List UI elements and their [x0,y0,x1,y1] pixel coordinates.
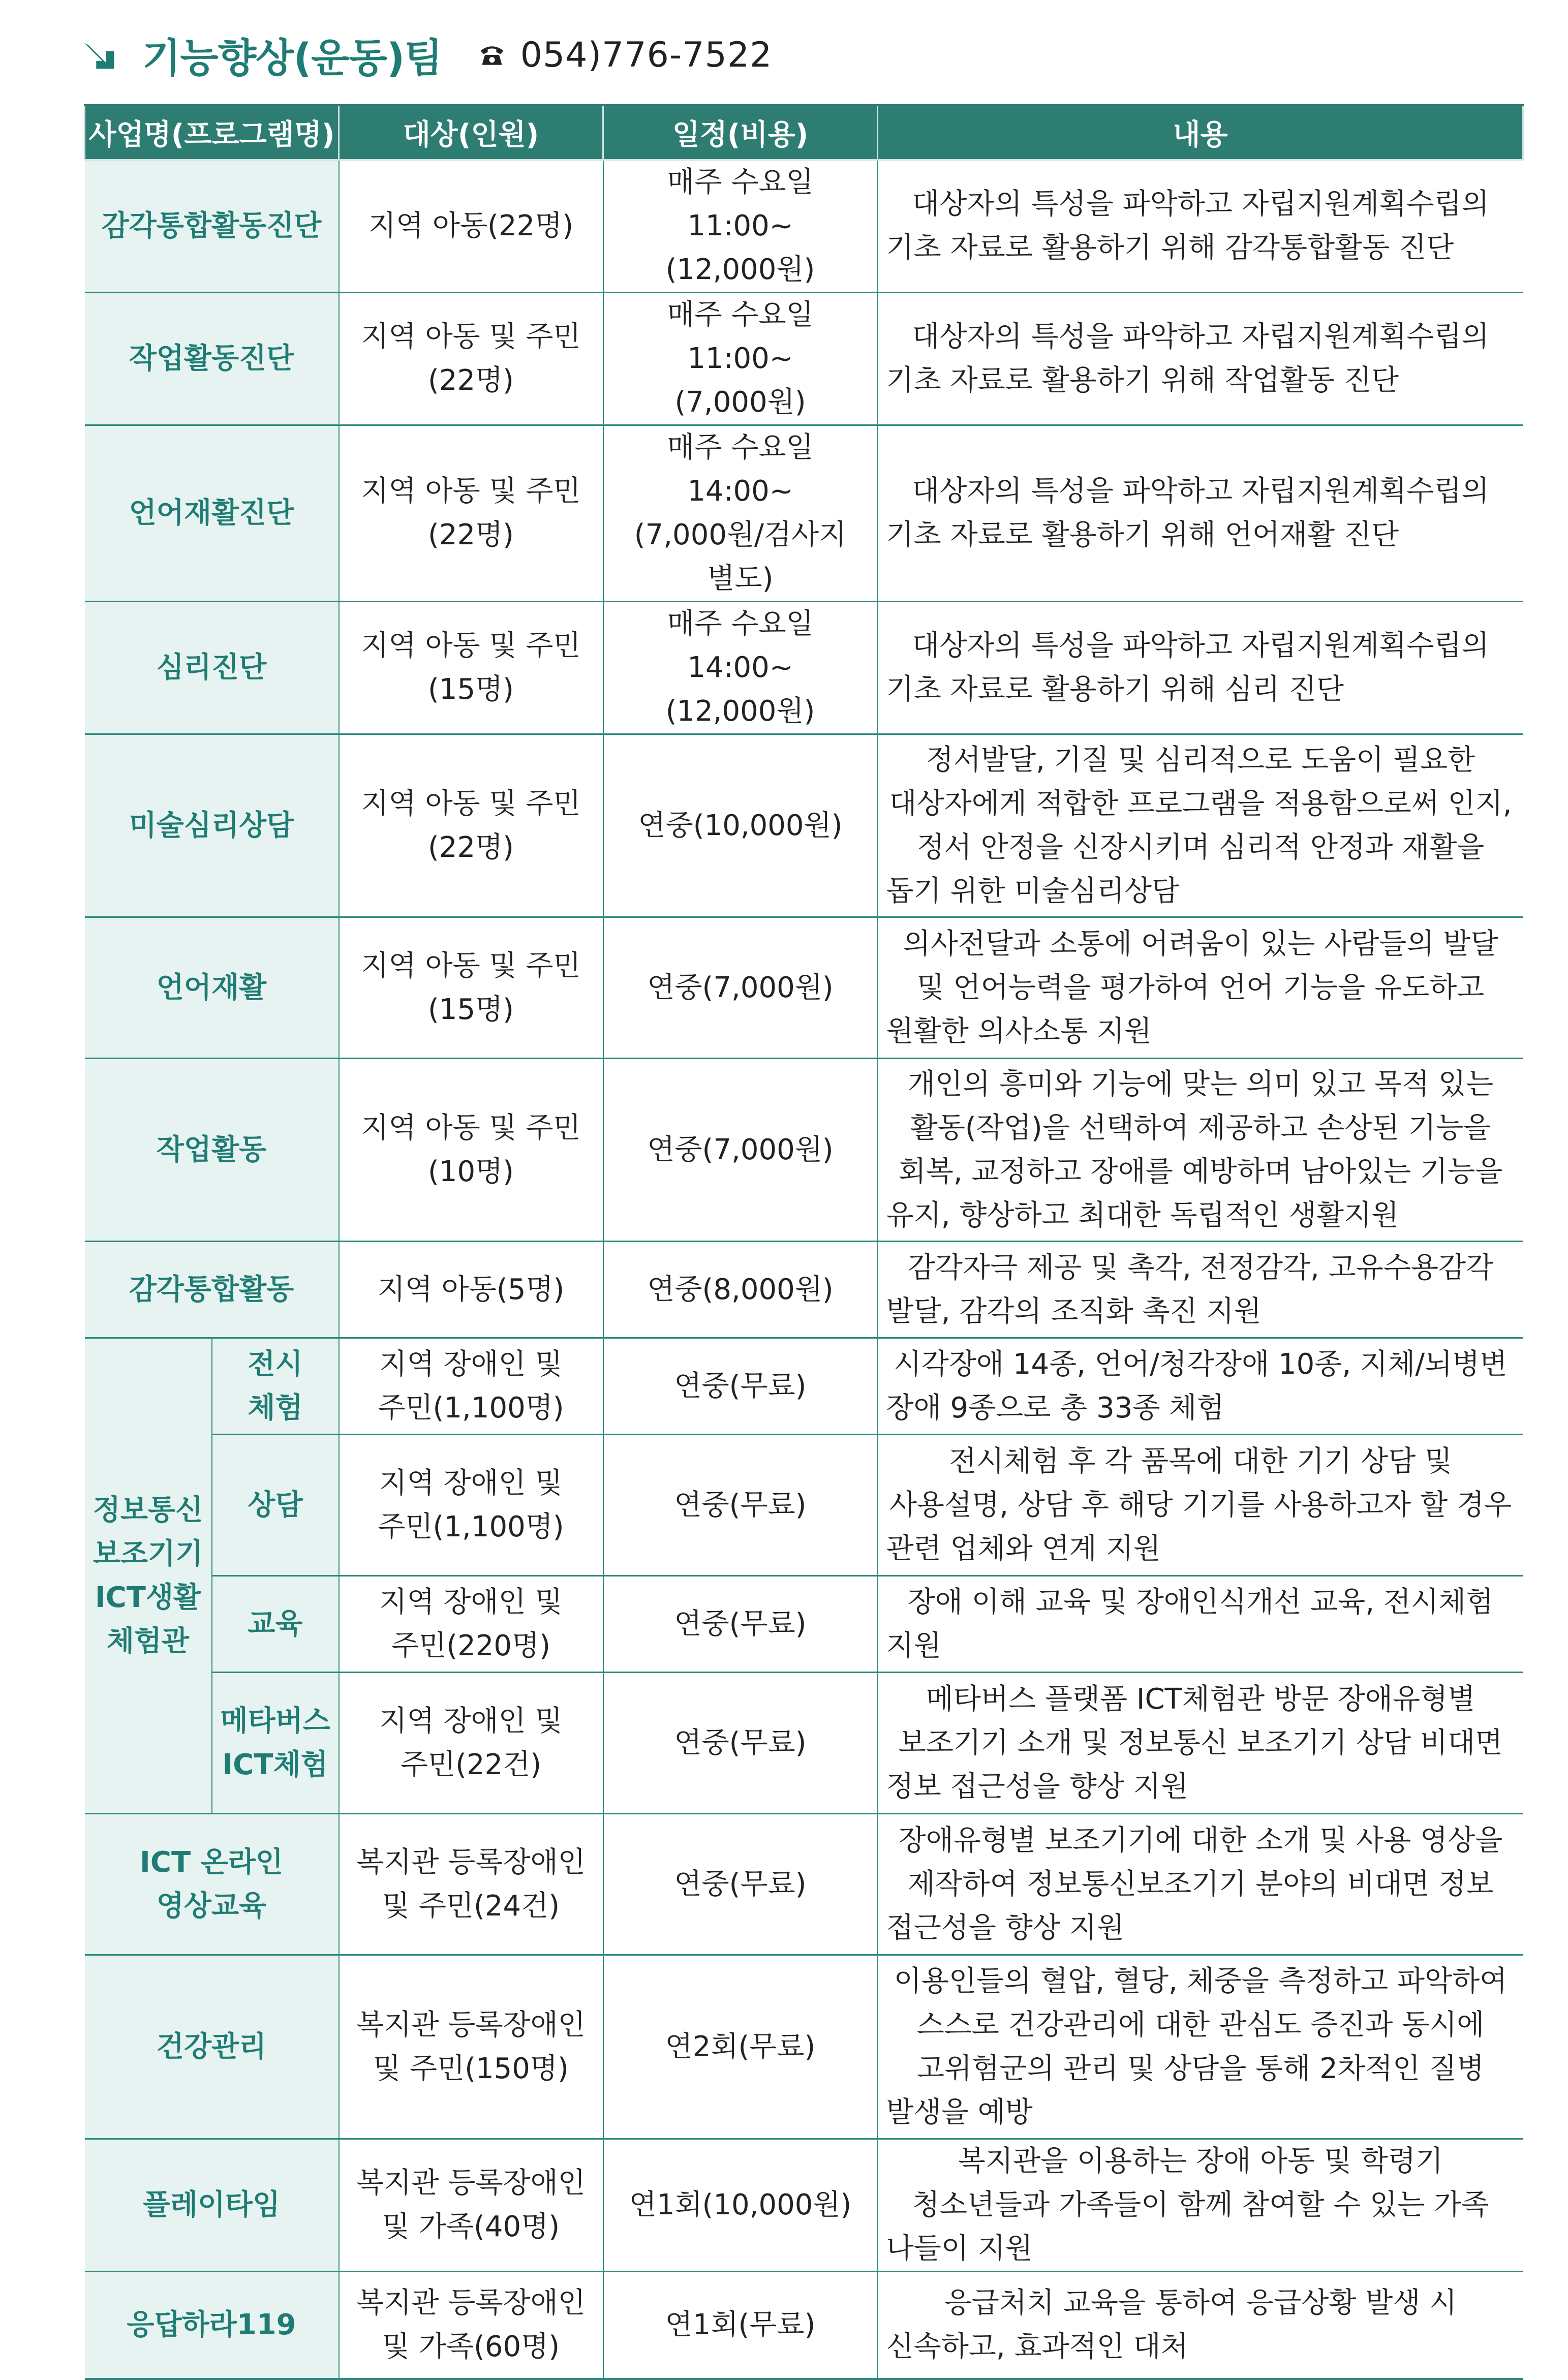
program-name: 작업활동 [85,1059,339,1242]
program-target: 지역 아동 및 주민 (22명) [339,734,603,917]
program-schedule: 연중(10,000원) [603,734,878,917]
program-target: 지역 장애인 및 주민(220명) [339,1576,603,1673]
program-name: 언어재활진단 [85,425,339,602]
arrow-down-right-icon [82,35,122,75]
program-name: ICT 온라인 영상교육 [85,1814,339,1955]
telephone-icon [478,41,506,69]
program-content: 장애유형별 보조기기에 대한 소개 및 사용 영상을 제작하여 정보통신보조기기 분야의 비대면 정보 접근성을 향상 지원 [878,1814,1523,1955]
program-schedule: 연중(무료) [603,1814,878,1955]
program-content: 의사전달과 소통에 어려움이 있는 사람들의 발달 및 언어능력을 평가하여 언어 기능을 유도하고 원활한 의사소통 지원 [878,917,1523,1059]
program-schedule: 매주 수요일 14:00~ (12,000원) [603,602,878,734]
table-row [85,734,1523,917]
program-name: 플레이타임 [85,2139,339,2272]
program-content: 전시체험 후 각 품목에 대한 기기 상담 및 사용설명, 상담 후 해당 기기를 사용하고자 할 경우 관련 업체와 연계 지원 [878,1435,1523,1576]
table-row [85,917,1523,1059]
sub-program-name: 전시 체험 [212,1338,339,1435]
program-content: 시각장애 14종, 언어/청각장애 10종, 지체/뇌병변 장애 9종으로 총 33종 체험 [878,1338,1523,1435]
program-target: 복지관 등록장애인 및 가족(60명) [339,2272,603,2379]
program-content: 대상자의 특성을 파악하고 자립지원계획수립의 기초 자료로 활용하기 위해 심리 진단 [878,602,1523,734]
program-content: 감각자극 제공 및 촉각, 전정감각, 고유수용감각 발달, 감각의 조직화 촉진 지원 [878,1242,1523,1338]
program-content: 대상자의 특성을 파악하고 자립지원계획수립의 기초 자료로 활용하기 위해 언어재활 진단 [878,425,1523,602]
program-content: 개인의 흥미와 기능에 맞는 의미 있고 목적 있는 활동(작업)을 선택하여 제공하고 손상된 기능을 회복, 교정하고 장애를 예방하며 남아있는 기능을 유지, 향상하고 최대한 독립적인 생활지원 [878,1059,1523,1242]
program-name: 건강관리 [85,1955,339,2139]
program-name: 감각통합활동 [85,1242,339,1338]
program-content: 메타버스 플랫폼 ICT체험관 방문 장애유형별 보조기기 소개 및 정보통신 보조기기 상담 비대면 정보 접근성을 향상 지원 [878,1673,1523,1814]
program-table [84,104,1524,2380]
program-target: 복지관 등록장애인 및 가족(40명) [339,2139,603,2272]
program-name: 감각통합활동진단 [85,160,339,293]
program-schedule: 연1회(10,000원) [603,2139,878,2272]
program-target: 지역 장애인 및 주민(1,100명) [339,1435,603,1576]
table-row [85,1955,1523,2139]
program-target: 지역 아동 및 주민 (22명) [339,425,603,602]
program-schedule: 연중(무료) [603,1338,878,1435]
program-content: 복지관을 이용하는 장애 아동 및 학령기 청소년들과 가족들이 함께 참여할 수 있는 가족 나들이 지원 [878,2139,1523,2272]
table-row [85,2139,1523,2272]
column-header-schedule: 일정(비용) [603,105,878,160]
program-schedule: 연중(7,000원) [603,1059,878,1242]
program-schedule: 매주 수요일 11:00~ (12,000원) [603,160,878,293]
program-name: 작업활동진단 [85,293,339,425]
table-row [85,425,1523,602]
team-title: 기능향상(운동)팀 [142,36,442,81]
program-name: 언어재활 [85,917,339,1059]
program-schedule: 연중(무료) [603,1673,878,1814]
column-header-content: 내용 [878,105,1523,160]
table-row [85,2272,1523,2379]
program-schedule: 연중(7,000원) [603,917,878,1059]
program-content: 장애 이해 교육 및 장애인식개선 교육, 전시체험 지원 [878,1576,1523,1673]
program-schedule: 연중(무료) [603,1576,878,1673]
sub-program-name: 교육 [212,1576,339,1673]
table-row [85,293,1523,425]
program-target: 복지관 등록장애인 및 주민(150명) [339,1955,603,2139]
program-target: 지역 아동 및 주민 (22명) [339,293,603,425]
program-content: 대상자의 특성을 파악하고 자립지원계획수립의 기초 자료로 활용하기 위해 작업활동 진단 [878,293,1523,425]
team-header [82,24,772,85]
table-row [85,1435,1523,1576]
table-row [85,1338,1523,1435]
table-header-row [85,105,1523,160]
program-content: 응급처치 교육을 통하여 응급상황 발생 시 신속하고, 효과적인 대처 [878,2272,1523,2379]
column-header-target: 대상(인원) [339,105,603,160]
program-schedule: 연2회(무료) [603,1955,878,2139]
column-header-name: 사업명(프로그램명) [85,105,339,160]
table-row [85,1242,1523,1338]
group-name: 정보통신 보조기기 ICT생활 체험관 [85,1338,212,1814]
program-schedule: 매주 수요일 11:00~ (7,000원) [603,293,878,425]
program-target: 지역 아동 및 주민 (15명) [339,917,603,1059]
program-schedule: 연1회(무료) [603,2272,878,2379]
sub-program-name: 메타버스 ICT체험 [212,1673,339,1814]
table-row [85,160,1523,293]
program-schedule: 연중(8,000원) [603,1242,878,1338]
program-target: 복지관 등록장애인 및 주민(24건) [339,1814,603,1955]
program-target: 지역 아동 및 주민 (15명) [339,602,603,734]
program-schedule: 매주 수요일 14:00~ (7,000원/검사지 별도) [603,425,878,602]
program-target: 지역 장애인 및 주민(1,100명) [339,1338,603,1435]
program-name: 심리진단 [85,602,339,734]
program-content: 대상자의 특성을 파악하고 자립지원계획수립의 기초 자료로 활용하기 위해 감각통합활동 진단 [878,160,1523,293]
program-content: 정서발달, 기질 및 심리적으로 도움이 필요한 대상자에게 적합한 프로그램을 적용함으로써 인지, 정서 안정을 신장시키며 심리적 안정과 재활을 돕기 위한 미술심리상담 [878,734,1523,917]
program-target: 지역 장애인 및 주민(22건) [339,1673,603,1814]
phone-number: 054)776-7522 [520,35,773,75]
program-name: 미술심리상담 [85,734,339,917]
program-name: 응답하라119 [85,2272,339,2379]
sub-program-name: 상담 [212,1435,339,1576]
table-row [85,602,1523,734]
table-row [85,1059,1523,1242]
program-target: 지역 아동(22명) [339,160,603,293]
program-target: 지역 아동 및 주민 (10명) [339,1059,603,1242]
program-schedule: 연중(무료) [603,1435,878,1576]
table-row [85,1814,1523,1955]
table-row [85,1673,1523,1814]
program-target: 지역 아동(5명) [339,1242,603,1338]
program-content: 이용인들의 혈압, 혈당, 체중을 측정하고 파악하여 스스로 건강관리에 대한 관심도 증진과 동시에 고위험군의 관리 및 상담을 통해 2차적인 질병 발생을 예방 [878,1955,1523,2139]
table-row [85,1576,1523,1673]
